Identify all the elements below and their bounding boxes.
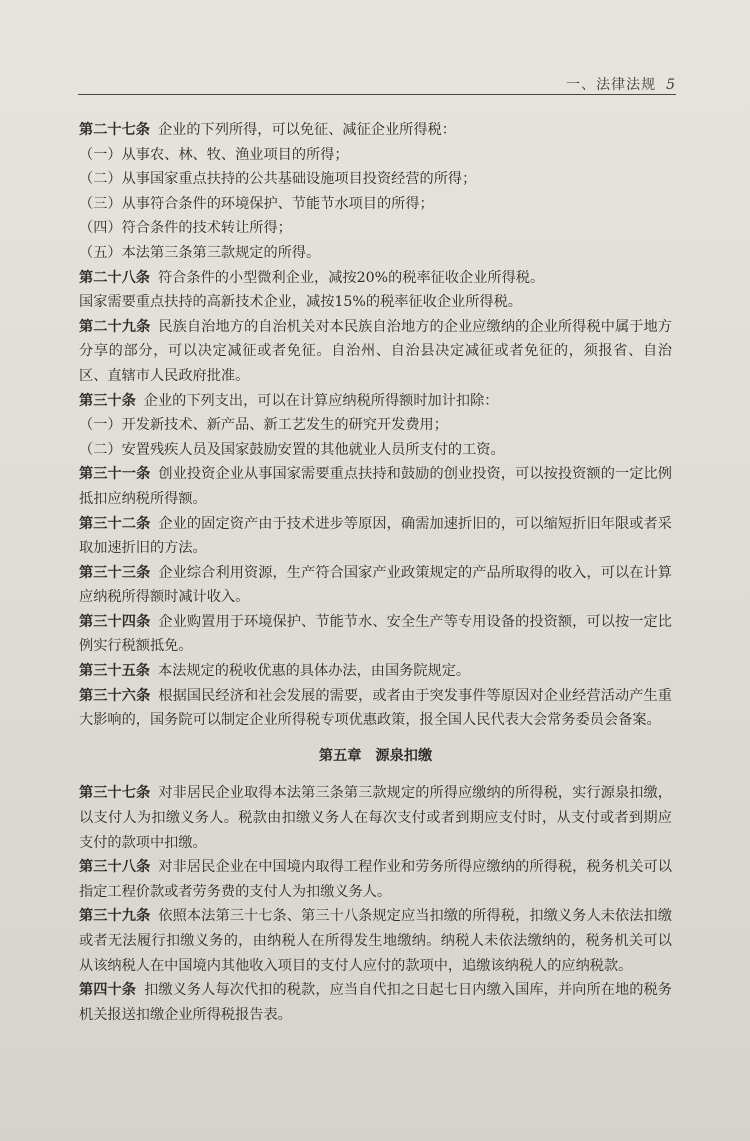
list-item: （三）从事符合条件的环境保护、节能节水项目的所得；: [79, 195, 434, 212]
article-text: 企业综合利用资源，生产符合国家产业政策规定的产品所取得的收入，可以在计算应纳税所得额时减计收入。: [79, 564, 672, 606]
article-number: 第三十四条: [79, 613, 151, 630]
section-title: 一、法律法规: [566, 77, 657, 93]
article-number: 第二十七条: [79, 122, 150, 138]
article-text: 根据国民经济和社会发展的需要，或者由于突发事件等原因对企业经营活动产生重大影响的，国务院可以制定企业所得税专项优惠政策，报全国人民代表大会常务委员会备案。: [79, 687, 672, 729]
article-text: 扣缴义务人每次代扣的税款，应当自代扣之日起七日内缴入国库，并向所在地的税务机关报送扣缴企业所得税报告表。: [79, 982, 672, 1023]
article-number: 第三十九条: [79, 908, 151, 925]
chapter-number: 第五章: [318, 747, 362, 764]
article-text: 对非居民企业在中国境内取得工程作业和劳务所得应缴纳的所得税，税务机关可以指定工程价款或者劳务费的支付人为扣缴义务人。: [79, 859, 672, 900]
article-paragraph: [79, 512, 672, 561]
list-item: （二）从事国家重点扶持的公共基础设施项目投资经营的所得；: [79, 171, 477, 188]
article-number: 第三十三条: [79, 564, 151, 581]
article-number: 第三十八条: [79, 859, 151, 876]
article-paragraph: [79, 781, 672, 855]
article-paragraph: [79, 118, 672, 143]
article-paragraph: [79, 462, 672, 511]
article-number: 第二十九条: [79, 318, 151, 335]
article-paragraph: [79, 659, 672, 684]
page-body: [79, 118, 672, 1027]
article-paragraph: [79, 684, 672, 733]
article-number: 第三十六条: [79, 687, 151, 704]
running-header: [78, 72, 676, 95]
list-item: （一）从事农、林、牧、渔业项目的所得；: [79, 146, 349, 163]
article-number: 第四十条: [79, 982, 137, 999]
article-paragraph: [79, 904, 672, 978]
article-text: 企业的下列支出，可以在计算应纳税所得额时加计扣除：: [143, 392, 499, 409]
article-paragraph: [79, 855, 672, 904]
article-text: 本法规定的税收优惠的具体办法，由国务院规定。: [157, 663, 471, 680]
article-number: 第三十七条: [79, 785, 151, 802]
article-paragraph: [79, 266, 672, 291]
header-text: [566, 74, 676, 94]
article-number: 第三十条: [79, 392, 136, 409]
list-item: 国家需要重点扶持的高新技术企业，减按15%的税率征收企业所得税。: [79, 294, 522, 311]
list-item: （二）安置残疾人员及国家鼓励安置的其他就业人员所支付的工资。: [79, 441, 505, 458]
list-item: （五）本法第三条第三款规定的所得。: [79, 244, 321, 261]
chapter-title: 源泉扣缴: [375, 747, 433, 764]
article-paragraph: [79, 389, 672, 414]
article-paragraph: [79, 610, 672, 659]
article-paragraph: [79, 561, 672, 610]
article-number: 第三十一条: [79, 466, 151, 483]
article-text: 民族自治地方的自治机关对本民族自治地方的企业应缴纳的企业所得税中属于地方分享的部分，可以决定减征或者免征。自治州、自治县决定减征或者免征的，须报省、自治区、直辖市人民政府批准。: [79, 318, 672, 384]
article-number: 第三十五条: [79, 663, 150, 680]
chapter-heading: [79, 744, 672, 769]
article-number: 第三十二条: [79, 515, 151, 532]
article-text: 企业的下列所得，可以免征、减征企业所得税：: [157, 122, 456, 138]
article-number: 第二十八条: [79, 269, 150, 286]
article-text: 企业的固定资产由于技术进步等原因，确需加速折旧的，可以缩短折旧年限或者采取加速折旧的方法。: [79, 515, 672, 557]
article-text: 依照本法第三十七条、第三十八条规定应当扣缴的所得税，扣缴义务人未依法扣缴或者无法履行扣缴义务的，由纳税人在所得发生地缴纳。纳税人未依法缴纳的，税务机关可以从该纳税人在中国境内其他收入项目的支付人应付的款项中，追缴该纳税人的应纳税款。: [79, 908, 672, 974]
article-paragraph: [79, 315, 672, 389]
article-text: 对非居民企业取得本法第三条第三款规定的所得应缴纳的所得税，实行源泉扣缴，以支付人为扣缴义务人。税款由扣缴义务人在每次支付或者到期应支付时，从支付或者到期应支付的款项中扣缴。: [79, 785, 672, 851]
page-number: 5: [666, 77, 676, 93]
article-text: 创业投资企业从事国家需要重点扶持和鼓励的创业投资，可以按投资额的一定比例抵扣应纳税所得额。: [79, 466, 672, 507]
article-paragraph: [79, 978, 672, 1027]
list-item: （一）开发新技术、新产品、新工艺发生的研究开发费用；: [79, 417, 448, 434]
article-text: 符合条件的小型微利企业，减按20%的税率征收企业所得税。: [157, 269, 545, 286]
article-text: 企业购置用于环境保护、节能节水、安全生产等专用设备的投资额，可以按一定比例实行税额抵免。: [79, 613, 672, 655]
list-item: （四）符合条件的技术转让所得；: [79, 220, 292, 237]
